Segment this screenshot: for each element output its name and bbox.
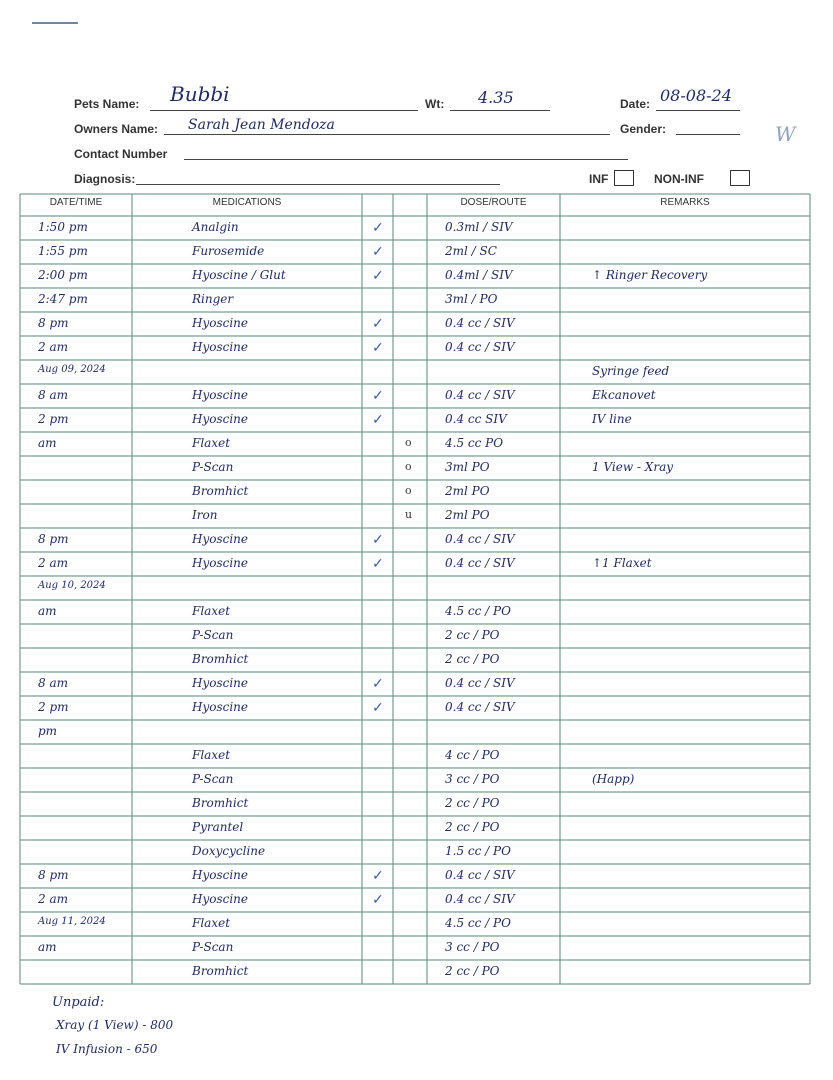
- row-date: 2:00 pm: [38, 268, 88, 282]
- row-medication: Iron: [192, 508, 218, 522]
- row-medication: P-Scan: [192, 628, 234, 642]
- row-dose-route: 4 cc / PO: [445, 748, 500, 762]
- owners-name-label: Owners Name:: [74, 122, 159, 136]
- row-check-1: ✓: [372, 532, 384, 548]
- row-dose-route: 0.4 cc / SIV: [445, 532, 515, 546]
- row-medication: Flaxet: [192, 916, 231, 930]
- row-check-1: ✓: [372, 388, 384, 404]
- row-remark: Syringe feed: [592, 364, 670, 378]
- row-dose-route: 4.5 cc / PO: [445, 916, 511, 930]
- row-medication: Flaxet: [192, 436, 231, 450]
- row-medication: Flaxet: [192, 748, 231, 762]
- row-check-1: ✓: [372, 244, 384, 260]
- header-dose-route: DOSE/ROUTE: [460, 197, 527, 208]
- row-check-1: ✓: [372, 268, 384, 284]
- row-dose-route: 2 cc / PO: [445, 796, 500, 810]
- row-date: 8 am: [38, 676, 68, 690]
- header-remarks: REMARKS: [660, 197, 710, 208]
- row-medication: Bromhict: [192, 964, 249, 978]
- notes-line-1: Unpaid:: [52, 995, 105, 1010]
- row-medication: Ringer: [192, 292, 234, 306]
- row-medication: Hyoscine: [192, 316, 249, 330]
- notes-line-2: Xray (1 View) - 800: [56, 1018, 174, 1032]
- row-dose-route: 4.5 cc PO: [445, 436, 504, 450]
- row-dose-route: 2ml PO: [445, 484, 490, 498]
- row-dose-route: 0.4 cc / SIV: [445, 388, 515, 402]
- row-remark: ↑ Ringer Recovery: [592, 268, 708, 282]
- row-check-1: ✓: [372, 340, 384, 356]
- row-date: 8 pm: [38, 868, 69, 882]
- row-dose-route: 0.4 cc / SIV: [445, 316, 515, 330]
- row-date: Aug 11, 2024: [38, 916, 106, 927]
- margin-note: W: [775, 122, 796, 146]
- row-remark: (Happ): [592, 772, 635, 786]
- pets-name-value: Bubbi: [170, 82, 230, 106]
- row-dose-route: 0.4 cc / SIV: [445, 340, 515, 354]
- row-date: 2 am: [38, 340, 68, 354]
- row-date: pm: [38, 724, 58, 738]
- row-medication: Hyoscine: [192, 556, 249, 570]
- row-check-1: ✓: [372, 700, 384, 716]
- row-medication: Flaxet: [192, 604, 231, 618]
- diagnosis-label: Diagnosis:: [74, 172, 136, 186]
- row-check-1: ✓: [372, 220, 384, 236]
- wt-label: Wt:: [425, 97, 445, 111]
- row-date: am: [38, 436, 57, 450]
- row-check-2: u: [405, 508, 413, 521]
- row-dose-route: 0.4 cc / SIV: [445, 868, 515, 882]
- row-check-1: ✓: [372, 892, 384, 908]
- row-medication: Furosemide: [192, 244, 265, 258]
- gender-label: Gender:: [620, 122, 667, 136]
- header-medications: MEDICATIONS: [212, 197, 282, 208]
- row-remark: Ekcanovet: [592, 388, 656, 402]
- row-medication: Hyoscine: [192, 340, 249, 354]
- row-dose-route: 0.4 cc / SIV: [445, 556, 515, 570]
- notes-line-3: IV Infusion - 650: [56, 1042, 158, 1056]
- row-date: 8 pm: [38, 316, 69, 330]
- row-medication: Analgin: [192, 220, 239, 234]
- row-medication: Hyoscine: [192, 532, 249, 546]
- row-medication: P-Scan: [192, 460, 234, 474]
- pets-name-label: Pets Name:: [74, 97, 140, 111]
- row-date: 2 pm: [38, 700, 69, 714]
- row-medication: Bromhict: [192, 484, 249, 498]
- row-remark: IV line: [592, 412, 632, 426]
- row-medication: Bromhict: [192, 652, 249, 666]
- row-medication: Pyrantel: [192, 820, 244, 834]
- row-medication: Hyoscine: [192, 700, 249, 714]
- row-dose-route: 2ml / SC: [445, 244, 497, 258]
- row-dose-route: 3 cc / PO: [445, 940, 500, 954]
- row-check-1: ✓: [372, 868, 384, 884]
- row-date: am: [38, 604, 57, 618]
- row-remark: ↑1 Flaxet: [592, 556, 652, 570]
- row-dose-route: 2 cc / PO: [445, 628, 500, 642]
- row-dose-route: 2ml PO: [445, 508, 490, 522]
- header-datetime: DATE/TIME: [49, 197, 103, 208]
- row-check-2: o: [405, 460, 412, 473]
- row-date: 1:50 pm: [38, 220, 88, 234]
- inf-label: INF: [589, 172, 609, 186]
- row-dose-route: 0.4 cc / SIV: [445, 700, 515, 714]
- row-dose-route: 2 cc / PO: [445, 820, 500, 834]
- row-medication: Doxycycline: [192, 844, 266, 858]
- row-medication: Hyoscine: [192, 388, 249, 402]
- row-medication: Hyoscine: [192, 676, 249, 690]
- wt-value: 4.35: [478, 88, 514, 107]
- row-dose-route: 1.5 cc / PO: [445, 844, 511, 858]
- owners-name-value: Sarah Jean Mendoza: [188, 117, 335, 133]
- row-dose-route: 0.4 cc SIV: [445, 412, 507, 426]
- date-value: 08-08-24: [660, 86, 732, 105]
- row-dose-route: 3 cc / PO: [445, 772, 500, 786]
- noninf-label: NON-INF: [654, 172, 704, 186]
- row-check-1: ✓: [372, 556, 384, 572]
- row-date: 1:55 pm: [38, 244, 88, 258]
- row-date: 2:47 pm: [38, 292, 88, 306]
- row-check-1: ✓: [372, 412, 384, 428]
- row-medication: Hyoscine: [192, 412, 249, 426]
- row-date: 2 pm: [38, 412, 69, 426]
- row-medication: P-Scan: [192, 940, 234, 954]
- row-dose-route: 0.4 cc / SIV: [445, 676, 515, 690]
- row-medication: P-Scan: [192, 772, 234, 786]
- row-date: am: [38, 940, 57, 954]
- row-check-2: o: [405, 436, 412, 449]
- date-label: Date:: [620, 97, 651, 111]
- row-date: Aug 09, 2024: [38, 364, 106, 375]
- row-medication: Hyoscine: [192, 868, 249, 882]
- row-dose-route: 4.5 cc / PO: [445, 604, 511, 618]
- row-dose-route: 2 cc / PO: [445, 652, 500, 666]
- row-medication: Hyoscine / Glut: [192, 268, 286, 282]
- row-dose-route: 3ml PO: [445, 460, 490, 474]
- row-dose-route: 0.3ml / SIV: [445, 220, 513, 234]
- row-dose-route: 2 cc / PO: [445, 964, 500, 978]
- row-check-1: ✓: [372, 676, 384, 692]
- row-medication: Bromhict: [192, 796, 249, 810]
- row-date: 2 am: [38, 556, 68, 570]
- contact-label: Contact Number: [74, 147, 168, 161]
- row-dose-route: 0.4ml / SIV: [445, 268, 513, 282]
- row-date: 2 am: [38, 892, 68, 906]
- row-dose-route: 0.4 cc / SIV: [445, 892, 515, 906]
- row-dose-route: 3ml / PO: [445, 292, 498, 306]
- row-date: Aug 10, 2024: [38, 580, 106, 591]
- row-date: 8 am: [38, 388, 68, 402]
- row-remark: 1 View - Xray: [592, 460, 674, 474]
- row-check-1: ✓: [372, 316, 384, 332]
- row-date: 8 pm: [38, 532, 69, 546]
- row-medication: Hyoscine: [192, 892, 249, 906]
- row-check-2: o: [405, 484, 412, 497]
